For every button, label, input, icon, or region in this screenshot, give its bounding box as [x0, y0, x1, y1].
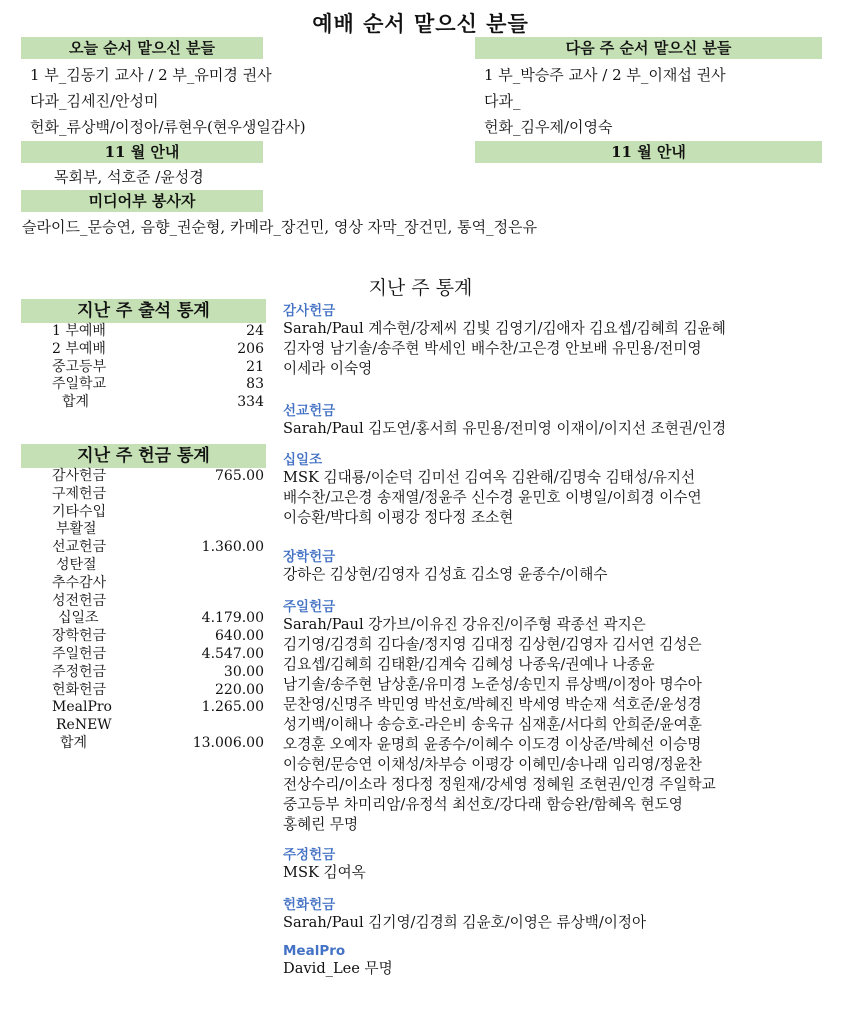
table-row [50, 610, 264, 628]
donor-section-heading: 주일헌금 [283, 599, 336, 615]
donor-line: 강하은 김상현/김영자 김성효 김소영 윤종수/이해수 [283, 566, 608, 583]
donor-section-mealpro [283, 943, 393, 979]
offering-label: 기타수입 [52, 503, 107, 520]
attendance-label: 1 부예배 [52, 323, 106, 339]
donor-line: 김요셉/김혜희 김태환/김계숙 김혜성 나종욱/권예나 나종윤 [283, 656, 655, 673]
table-row [50, 682, 264, 700]
table-row [50, 323, 264, 341]
donor-section-weekly [283, 843, 366, 883]
donor-section-tithe [283, 448, 702, 528]
attendance-label: 2 부예배 [52, 340, 106, 357]
offering-label: 주정헌금 [52, 663, 107, 680]
donor-line: Sarah/Paul 김도연/홍서희 유민용/전미영 이재이/이지선 조현권/인경 [283, 420, 727, 437]
attendance-label: 중고등부 [52, 358, 107, 375]
table-row [50, 575, 264, 593]
offering-table [50, 468, 264, 753]
offering-value: 4.179.00 [201, 610, 264, 627]
attendance-label: 주일학교 [52, 376, 107, 393]
donor-line: 중고등부 차미리암/유정석 최선호/강다래 함승완/함혜옥 현도영 [283, 796, 683, 813]
table-row [50, 735, 264, 753]
offering-value [150, 717, 264, 735]
attendance-value: 21 [246, 358, 264, 375]
donor-section-heading: MealPro [283, 943, 346, 959]
attendance-total-label: 합계 [62, 394, 90, 411]
donor-section-gratitude [283, 299, 726, 379]
offering-label: 십일조 [58, 610, 99, 627]
media-header: 미디어부 봉사자 [21, 190, 263, 212]
nov-left-header: 11 월 안내 [21, 141, 263, 163]
nov-right-header: 11 월 안내 [475, 141, 822, 163]
table-row [50, 359, 264, 377]
donor-line: 남기솔/송주현 남상훈/유미경 노준성/송민지 류상백/이정아 명수아 [283, 676, 702, 693]
table-row [50, 646, 264, 664]
donor-line: 전상수리/이소라 정다정 정원재/강세영 정혜원 조현권/인경 주일학교 [283, 776, 716, 793]
offering-value: 220.00 [215, 681, 264, 698]
table-row [50, 394, 264, 412]
attendance-table [50, 323, 264, 412]
offering-label: MealPro [52, 699, 112, 716]
offering-total-value: 13.006.00 [192, 734, 264, 751]
table-row [50, 341, 264, 359]
table-row [50, 376, 264, 394]
page-title: 예배 순서 맡으신 분들 [312, 11, 529, 36]
last-week-title: 지난 주 통계 [368, 277, 473, 299]
offering-label: 추수감사 [52, 574, 107, 591]
offering-value [150, 557, 264, 575]
offering-value: 30.00 [223, 663, 264, 680]
table-row [50, 628, 264, 646]
today-line-1: 1 부_김동기 교사 / 2 부_유미경 권사 [30, 66, 272, 84]
donor-line: 홍혜린 무명 [283, 816, 359, 833]
attendance-header: 지난 주 출석 통계 [21, 299, 266, 323]
offering-label: 구제헌금 [52, 485, 107, 502]
media-text: 슬라이드_문승연, 음향_권순형, 카메라_장건민, 영상 자막_장건민, 통역_정은유 [22, 218, 538, 236]
donor-section-flower [283, 893, 646, 933]
offering-value [150, 521, 264, 539]
table-row [50, 593, 264, 611]
donor-line: 이세라 이숙영 [283, 360, 373, 377]
donor-section-heading: 장학헌금 [283, 549, 336, 565]
offering-label: 성전헌금 [52, 592, 107, 609]
donor-line: 이승현/문승연 이채성/차부승 이평강 이혜민/송나래 임리영/정윤찬 [283, 756, 702, 773]
offering-value: 4.547.00 [201, 645, 264, 662]
next-line-3: 헌화_김우제/이영숙 [484, 118, 613, 136]
donor-line: 오경훈 오예자 윤명희 윤종수/이혜수 이도경 이상준/박혜선 이승명 [283, 736, 702, 753]
offering-header: 지난 주 헌금 통계 [21, 444, 266, 468]
donor-section-heading: 십일조 [283, 452, 323, 468]
attendance-value: 83 [246, 376, 264, 393]
donor-section-heading: 주정헌금 [283, 847, 336, 863]
table-row [50, 468, 264, 486]
offering-value: 1.360.00 [201, 539, 264, 556]
donor-line: 배수찬/고은경 송재열/정윤주 신수경 윤민호 이병일/이희경 이수연 [283, 489, 702, 506]
offering-label: 선교헌금 [52, 539, 107, 556]
offering-label: 성탄절 [56, 556, 97, 573]
offering-total-label: 합계 [60, 734, 88, 751]
table-row [50, 504, 264, 522]
offering-value [150, 593, 264, 611]
attendance-value: 24 [246, 323, 264, 339]
donor-section-heading: 감사헌금 [283, 303, 336, 319]
today-line-2: 다과_김세진/안성미 [30, 92, 159, 110]
offering-value [150, 504, 264, 522]
nov-left-text: 목회부, 석호준 /윤성경 [54, 168, 204, 186]
donor-section-mission [283, 399, 726, 439]
next-line-1: 1 부_박승주 교사 / 2 부_이재섭 권사 [484, 66, 726, 84]
donor-line: MSK 김대룡/이순덕 김미선 김여옥 김완해/김명숙 김태성/유지선 [283, 469, 696, 486]
donor-line: 김자영 남기솔/송주현 박세인 배수찬/고은경 안보배 유민용/전미영 [283, 340, 702, 357]
attendance-value: 206 [237, 340, 264, 357]
donor-section-scholarship [283, 545, 607, 585]
donor-line: Sarah/Paul 김기영/김경희 김윤호/이영은 류상백/이정아 [283, 914, 647, 931]
table-row [50, 717, 264, 735]
offering-label: 헌화헌금 [52, 681, 107, 698]
donor-line: Sarah/Paul 강가브/이유진 강유진/이주형 곽종선 곽지은 [283, 616, 646, 633]
offering-label: 감사헌금 [52, 468, 107, 484]
offering-value [150, 575, 264, 593]
donor-line: 문찬영/신명주 박민영 박선호/박혜진 박세영 박순재 석호준/윤성경 [283, 696, 702, 713]
table-row [50, 486, 264, 504]
attendance-total-value: 334 [237, 394, 264, 411]
offering-label: 주일헌금 [52, 645, 107, 662]
table-row [50, 699, 264, 717]
today-line-3: 헌화_류상백/이정아/류현우(현우생일감사) [30, 118, 306, 136]
donor-section-sunday [283, 595, 716, 835]
table-row [50, 521, 264, 539]
table-row [50, 664, 264, 682]
offering-value: 765.00 [215, 468, 264, 484]
offering-value: 1.265.00 [201, 699, 264, 716]
donor-section-heading: 선교헌금 [283, 403, 336, 419]
donor-line: 김기영/김경희 김다솔/정지영 김대정 김상현/김영자 김서연 김성은 [283, 636, 702, 653]
donor-line: Sarah/Paul 계수현/강제씨 김빛 김영기/김애자 김요셉/김혜희 김윤혜 [283, 320, 726, 337]
donor-line: David_Lee 무명 [283, 960, 393, 977]
offering-label: 부활절 [56, 521, 97, 538]
next-header: 다음 주 순서 맡으신 분들 [475, 37, 822, 59]
offering-label: 장학헌금 [52, 628, 107, 645]
offering-label: ReNEW [56, 717, 112, 734]
donor-line: 이승환/박다희 이평강 정다정 조소현 [283, 509, 514, 526]
offering-value [150, 486, 264, 504]
next-line-2: 다과_ [484, 92, 521, 110]
offering-value: 640.00 [215, 628, 264, 645]
donor-line: 성기백/이해나 송승호-라은비 송욱규 심재훈/서다희 안희준/윤여훈 [283, 716, 702, 733]
today-header: 오늘 순서 맡으신 분들 [21, 37, 263, 59]
table-row [50, 539, 264, 557]
donor-line: MSK 김여옥 [283, 864, 366, 881]
donor-section-heading: 헌화헌금 [283, 897, 336, 913]
table-row [50, 557, 264, 575]
